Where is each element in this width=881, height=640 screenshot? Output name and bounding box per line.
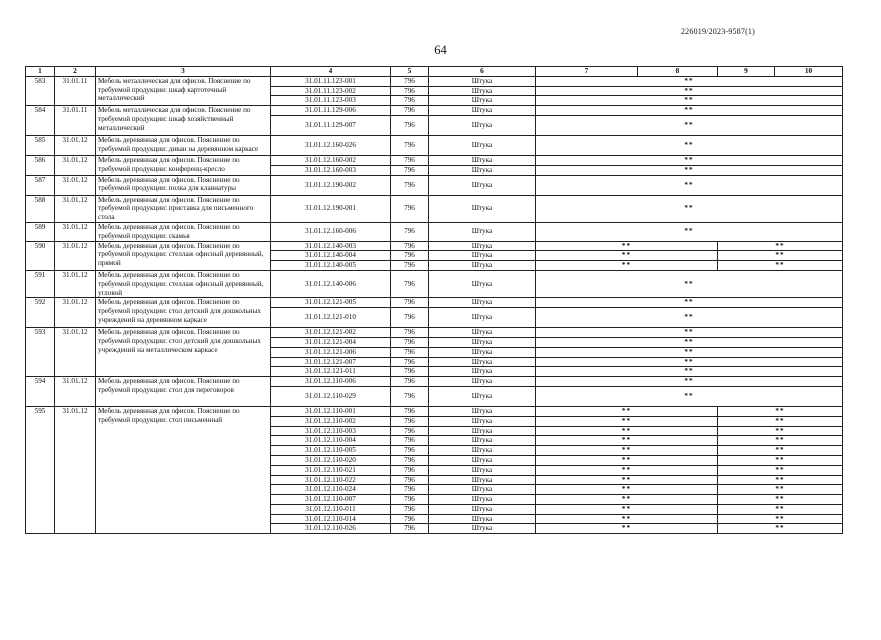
ktru-code: 31.01.12.110-003 — [271, 426, 391, 436]
marker-cell: ** — [536, 446, 718, 456]
unit-name: Штука — [429, 96, 536, 106]
ktru-code: 31.01.12.110-020 — [271, 455, 391, 465]
row-number: 593 — [26, 328, 55, 377]
ktru-code: 31.01.12.110-029 — [271, 386, 391, 406]
marker-cell: ** — [536, 308, 843, 328]
okei-code: 796 — [391, 298, 429, 308]
okei-code: 796 — [391, 465, 429, 475]
marker-cell: ** — [536, 86, 843, 96]
marker-cell: ** — [536, 436, 718, 446]
okei-code: 796 — [391, 165, 429, 175]
okei-code: 796 — [391, 96, 429, 106]
okei-code: 796 — [391, 504, 429, 514]
marker-cell: ** — [536, 96, 843, 106]
okei-code: 796 — [391, 222, 429, 241]
unit-name: Штука — [429, 504, 536, 514]
ktru-code: 31.01.12.160-002 — [271, 155, 391, 165]
unit-name: Штука — [429, 357, 536, 367]
ktru-code: 31.01.12.110-006 — [271, 377, 391, 387]
ktru-code: 31.01.12.140-005 — [271, 261, 391, 271]
unit-name: Штука — [429, 251, 536, 261]
okei-code: 796 — [391, 155, 429, 165]
okpd-code: 31.01.12 — [55, 241, 96, 270]
okei-code: 796 — [391, 377, 429, 387]
okpd-code: 31.01.11 — [55, 76, 96, 105]
okei-code: 796 — [391, 86, 429, 96]
product-name: Мебель деревянная для офисов. Пояснение по требуемой продукции: скамья — [96, 222, 271, 241]
marker-cell: ** — [718, 251, 843, 261]
unit-name: Штука — [429, 222, 536, 241]
unit-name: Штука — [429, 86, 536, 96]
unit-name: Штука — [429, 261, 536, 271]
okpd-code: 31.01.12 — [55, 175, 96, 195]
unit-name: Штука — [429, 106, 536, 116]
unit-name: Штука — [429, 465, 536, 475]
marker-cell: ** — [718, 261, 843, 271]
okei-code: 796 — [391, 175, 429, 195]
marker-cell: ** — [536, 504, 718, 514]
table-row — [26, 406, 843, 416]
unit-name: Штука — [429, 308, 536, 328]
header-row — [26, 67, 843, 77]
table-row — [26, 195, 843, 222]
marker-cell: ** — [536, 485, 718, 495]
product-name: Мебель металлическая для офисов. Пояснение по требуемой продукции: шкаф картотечный металлический — [96, 76, 271, 105]
marker-cell: ** — [718, 416, 843, 426]
okpd-code: 31.01.12 — [55, 222, 96, 241]
column-header-1: 1 — [26, 67, 55, 77]
okpd-code: 31.01.12 — [55, 298, 96, 328]
row-number: 595 — [26, 406, 55, 533]
unit-name: Штука — [429, 328, 536, 338]
okei-code: 796 — [391, 367, 429, 377]
ktru-code: 31.01.12.110-022 — [271, 475, 391, 485]
okei-code: 796 — [391, 524, 429, 534]
okei-code: 796 — [391, 195, 429, 222]
ktru-code: 31.01.12.110-014 — [271, 514, 391, 524]
okpd-code: 31.01.12 — [55, 270, 96, 297]
ktru-code: 31.01.12.190-001 — [271, 195, 391, 222]
marker-cell: ** — [536, 298, 843, 308]
marker-cell: ** — [718, 436, 843, 446]
column-header-9: 9 — [718, 67, 775, 77]
product-name: Мебель деревянная для офисов. Пояснение по требуемой продукции: стол детский для дошкольных учреждений на деревянном каркасе — [96, 298, 271, 328]
marker-cell: ** — [536, 135, 843, 155]
okei-code: 796 — [391, 270, 429, 297]
okei-code: 796 — [391, 251, 429, 261]
ktru-code: 31.01.12.110-002 — [271, 416, 391, 426]
ktru-code: 31.01.12.121-007 — [271, 357, 391, 367]
okei-code: 796 — [391, 485, 429, 495]
okei-code: 796 — [391, 135, 429, 155]
unit-name: Штука — [429, 524, 536, 534]
marker-cell: ** — [718, 406, 843, 416]
unit-name: Штука — [429, 455, 536, 465]
okei-code: 796 — [391, 76, 429, 86]
column-header-6: 6 — [429, 67, 536, 77]
row-number: 594 — [26, 377, 55, 407]
unit-name: Штука — [429, 386, 536, 406]
unit-name: Штука — [429, 241, 536, 251]
marker-cell: ** — [536, 155, 843, 165]
product-name: Мебель деревянная для офисов. Пояснение по требуемой продукции: стеллаж офисный деревянный, прямой — [96, 241, 271, 270]
product-name: Мебель металлическая для офисов. Пояснение по требуемой продукции: шкаф хозяйственный металлический — [96, 106, 271, 136]
table-row — [26, 328, 843, 338]
okei-code: 796 — [391, 426, 429, 436]
marker-cell: ** — [536, 416, 718, 426]
ktru-code: 31.01.11.123-001 — [271, 76, 391, 86]
unit-name: Штука — [429, 175, 536, 195]
okpd-code: 31.01.12 — [55, 195, 96, 222]
marker-cell: ** — [718, 485, 843, 495]
table-row — [26, 241, 843, 251]
okei-code: 796 — [391, 328, 429, 338]
ktru-code: 31.01.12.121-011 — [271, 367, 391, 377]
column-header-5: 5 — [391, 67, 429, 77]
marker-cell: ** — [536, 406, 718, 416]
unit-name: Штука — [429, 298, 536, 308]
unit-name: Штука — [429, 426, 536, 436]
unit-name: Штука — [429, 514, 536, 524]
product-name: Мебель деревянная для офисов. Пояснение по требуемой продукции: стол для переговоров — [96, 377, 271, 407]
ktru-code: 31.01.11.129-007 — [271, 115, 391, 135]
unit-name: Штука — [429, 270, 536, 297]
row-number: 588 — [26, 195, 55, 222]
table-row — [26, 222, 843, 241]
ktru-code: 31.01.12.121-006 — [271, 347, 391, 357]
marker-cell: ** — [536, 386, 843, 406]
unit-name: Штука — [429, 155, 536, 165]
table-body — [26, 76, 843, 533]
okpd-code: 31.01.12 — [55, 328, 96, 377]
marker-cell: ** — [536, 524, 718, 534]
marker-cell: ** — [536, 270, 843, 297]
unit-name: Штука — [429, 115, 536, 135]
column-header-4: 4 — [271, 67, 391, 77]
table-row — [26, 377, 843, 387]
unit-name: Штука — [429, 436, 536, 446]
marker-cell: ** — [718, 426, 843, 436]
marker-cell: ** — [536, 328, 843, 338]
catalog-table — [25, 66, 843, 534]
marker-cell: ** — [536, 514, 718, 524]
ktru-code: 31.01.12.160-006 — [271, 222, 391, 241]
okpd-code: 31.01.12 — [55, 155, 96, 175]
okpd-code: 31.01.12 — [55, 406, 96, 533]
catalog-table-container — [25, 66, 842, 534]
unit-name: Штука — [429, 485, 536, 495]
ktru-code: 31.01.12.121-004 — [271, 337, 391, 347]
marker-cell: ** — [536, 115, 843, 135]
ktru-code: 31.01.12.110-011 — [271, 504, 391, 514]
product-name: Мебель деревянная для офисов. Пояснение по требуемой продукции: стол детский для дошкольных учреждений на металлическом каркасе — [96, 328, 271, 377]
product-name: Мебель деревянная для офисов. Пояснение по требуемой продукции: стол письменный — [96, 406, 271, 533]
unit-name: Штука — [429, 337, 536, 347]
okei-code: 796 — [391, 455, 429, 465]
document-reference-number: 226019/2023-9587(1) — [680, 27, 755, 36]
okpd-code: 31.01.12 — [55, 135, 96, 155]
column-header-3: 3 — [96, 67, 271, 77]
table-row — [26, 135, 843, 155]
okei-code: 796 — [391, 115, 429, 135]
marker-cell: ** — [536, 165, 843, 175]
okei-code: 796 — [391, 514, 429, 524]
marker-cell: ** — [718, 241, 843, 251]
marker-cell: ** — [536, 175, 843, 195]
row-number: 591 — [26, 270, 55, 297]
marker-cell: ** — [536, 347, 843, 357]
product-name: Мебель деревянная для офисов. Пояснение по требуемой продукции: полка для клавиатуры — [96, 175, 271, 195]
marker-cell: ** — [536, 455, 718, 465]
okei-code: 796 — [391, 406, 429, 416]
marker-cell: ** — [536, 241, 718, 251]
marker-cell: ** — [536, 465, 718, 475]
table-header — [26, 67, 843, 77]
marker-cell: ** — [536, 106, 843, 116]
marker-cell: ** — [718, 455, 843, 465]
product-name: Мебель деревянная для офисов. Пояснение по требуемой продукции: диван на деревянном каркасе — [96, 135, 271, 155]
row-number: 585 — [26, 135, 55, 155]
okei-code: 796 — [391, 495, 429, 505]
ktru-code: 31.01.12.121-005 — [271, 298, 391, 308]
marker-cell: ** — [536, 475, 718, 485]
unit-name: Штука — [429, 475, 536, 485]
marker-cell: ** — [718, 465, 843, 475]
row-number: 583 — [26, 76, 55, 105]
column-header-10: 10 — [775, 67, 843, 77]
product-name: Мебель деревянная для офисов. Пояснение по требуемой продукции: приставка для письменного стола — [96, 195, 271, 222]
marker-cell: ** — [536, 76, 843, 86]
okei-code: 796 — [391, 446, 429, 456]
marker-cell: ** — [718, 514, 843, 524]
okpd-code: 31.01.11 — [55, 106, 96, 136]
ktru-code: 31.01.12.110-005 — [271, 446, 391, 456]
ktru-code: 31.01.12.121-002 — [271, 328, 391, 338]
ktru-code: 31.01.11.123-002 — [271, 86, 391, 96]
unit-name: Штука — [429, 446, 536, 456]
unit-name: Штука — [429, 347, 536, 357]
marker-cell: ** — [536, 195, 843, 222]
table-row — [26, 298, 843, 308]
ktru-code: 31.01.12.140-003 — [271, 241, 391, 251]
ktru-code: 31.01.12.110-024 — [271, 485, 391, 495]
row-number: 592 — [26, 298, 55, 328]
marker-cell: ** — [718, 504, 843, 514]
ktru-code: 31.01.12.110-007 — [271, 495, 391, 505]
marker-cell: ** — [536, 337, 843, 347]
page-number: 64 — [434, 43, 447, 57]
marker-cell: ** — [536, 426, 718, 436]
product-name: Мебель деревянная для офисов. Пояснение по требуемой продукции: стеллаж офисный деревянный, угловой — [96, 270, 271, 297]
okei-code: 796 — [391, 357, 429, 367]
table-row — [26, 76, 843, 86]
ktru-code: 31.01.12.160-026 — [271, 135, 391, 155]
okei-code: 796 — [391, 241, 429, 251]
unit-name: Штука — [429, 76, 536, 86]
ktru-code: 31.01.12.121-010 — [271, 308, 391, 328]
table-row — [26, 106, 843, 116]
column-header-2: 2 — [55, 67, 96, 77]
okei-code: 796 — [391, 436, 429, 446]
unit-name: Штука — [429, 195, 536, 222]
okei-code: 796 — [391, 261, 429, 271]
ktru-code: 31.01.12.110-021 — [271, 465, 391, 475]
marker-cell: ** — [536, 222, 843, 241]
marker-cell: ** — [718, 475, 843, 485]
okei-code: 796 — [391, 308, 429, 328]
marker-cell: ** — [536, 495, 718, 505]
unit-name: Штука — [429, 377, 536, 387]
ktru-code: 31.01.11.123-003 — [271, 96, 391, 106]
ktru-code: 31.01.12.190-002 — [271, 175, 391, 195]
table-row — [26, 155, 843, 165]
ktru-code: 31.01.11.129-006 — [271, 106, 391, 116]
row-number: 590 — [26, 241, 55, 270]
unit-name: Штука — [429, 165, 536, 175]
marker-cell: ** — [536, 367, 843, 377]
okei-code: 796 — [391, 416, 429, 426]
okei-code: 796 — [391, 475, 429, 485]
okei-code: 796 — [391, 347, 429, 357]
ktru-code: 31.01.12.110-001 — [271, 406, 391, 416]
unit-name: Штука — [429, 135, 536, 155]
row-number: 587 — [26, 175, 55, 195]
ktru-code: 31.01.12.160-003 — [271, 165, 391, 175]
unit-name: Штука — [429, 367, 536, 377]
okei-code: 796 — [391, 386, 429, 406]
unit-name: Штука — [429, 495, 536, 505]
row-number: 589 — [26, 222, 55, 241]
ktru-code: 31.01.12.140-006 — [271, 270, 391, 297]
table-row — [26, 270, 843, 297]
product-name: Мебель деревянная для офисов. Пояснение по требуемой продукции: конференц-кресло — [96, 155, 271, 175]
ktru-code: 31.01.12.110-026 — [271, 524, 391, 534]
ktru-code: 31.01.12.110-004 — [271, 436, 391, 446]
marker-cell: ** — [718, 524, 843, 534]
column-header-7: 7 — [536, 67, 638, 77]
okei-code: 796 — [391, 106, 429, 116]
marker-cell: ** — [536, 377, 843, 387]
marker-cell: ** — [718, 446, 843, 456]
marker-cell: ** — [536, 261, 718, 271]
marker-cell: ** — [536, 357, 843, 367]
unit-name: Штука — [429, 406, 536, 416]
marker-cell: ** — [718, 495, 843, 505]
column-header-8: 8 — [638, 67, 718, 77]
row-number: 586 — [26, 155, 55, 175]
okei-code: 796 — [391, 337, 429, 347]
row-number: 584 — [26, 106, 55, 136]
unit-name: Штука — [429, 416, 536, 426]
marker-cell: ** — [536, 251, 718, 261]
okpd-code: 31.01.12 — [55, 377, 96, 407]
ktru-code: 31.01.12.140-004 — [271, 251, 391, 261]
table-row — [26, 175, 843, 195]
